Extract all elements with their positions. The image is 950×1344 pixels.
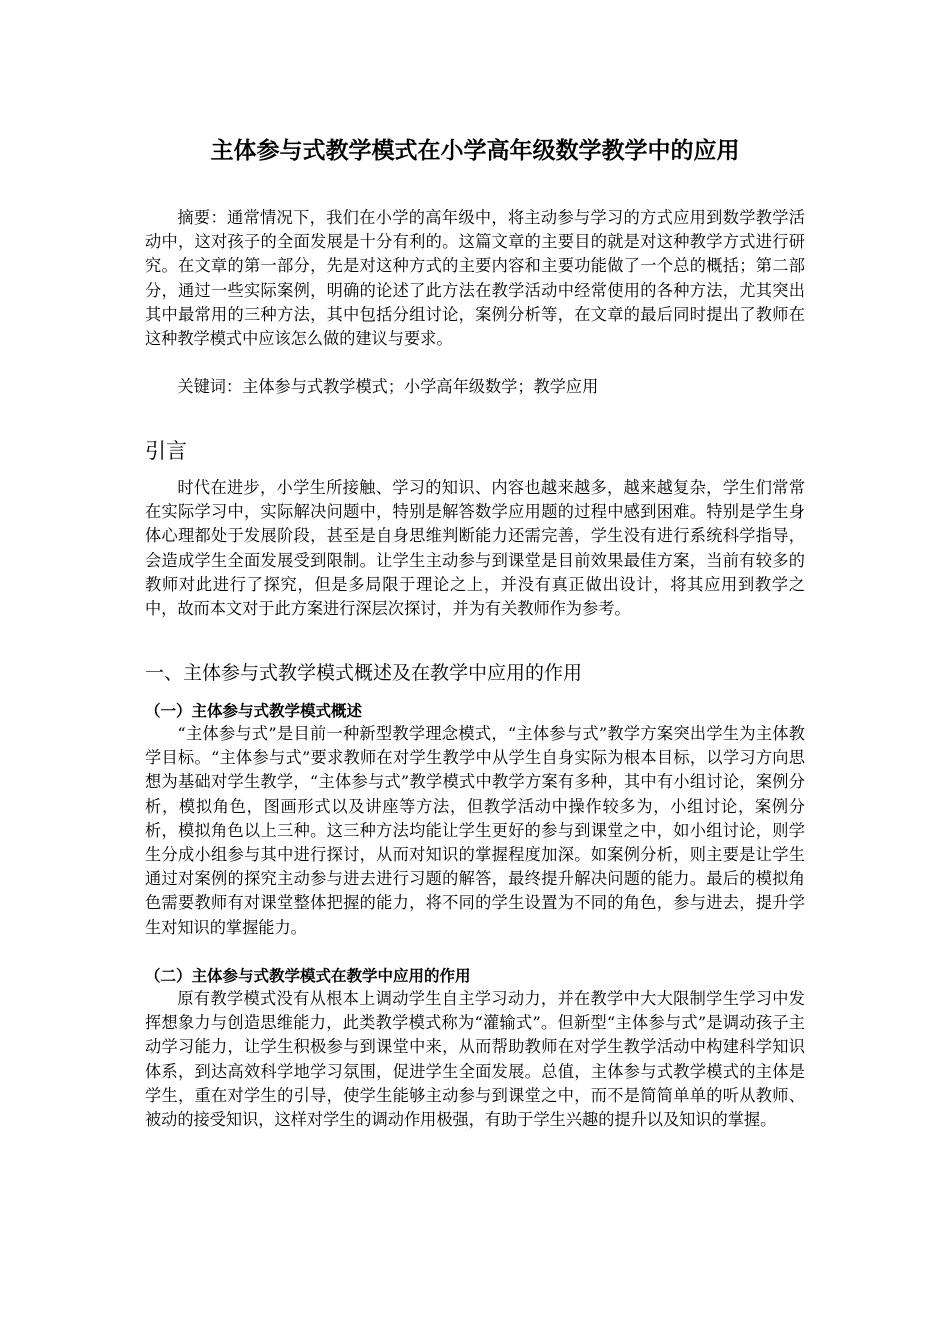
abstract-paragraph: 摘要：通常情况下，我们在小学的高年级中，将主动参与学习的方式应用到数学教学活动中，这对孩子的全面发展是十分有利的。这篇文章的主要目的就是对这种教学方式进行研究。在文章的第一部分，先是对这种方式的主要内容和主要功能做了一个总的概括；第二部分，通过一些实际案例，明确的论述了此方法在教学活动中经常使用的各种方法，尤其突出其中最常用的三种方法，其中包括分组讨论，案例分析等，在文章的最后同时提出了教师在这种教学模式中应该怎么做的建议与要求。 bbox=[145, 208, 805, 349]
introduction-heading: 引言 bbox=[145, 439, 187, 463]
subsection-1-paragraph: “主体参与式”是目前一种新型教学理念模式，“主体参与式”教学方案突出学生为主体教学目标。“主体参与式”要求教师在对学生教学中从学生自身实际为根本目标，以学习方向思想为基础对学生教学，“主体参与式”教学模式中教学方案有多种，其中有小组讨论，案例分析，模拟角色，图画形式以及讲座等方法，但教学活动中操作较多为，小组讨论，案例分析，模拟角色以上三种。这三种方法均能让学生更好的参与到课堂之中，如小组讨论，则学生分成小组参与其中进行探讨，从而对知识的掌握程度加深。如案例分析，则主要是让学生通过对案例的探究主动参与进去进行习题的解答，最终提升解决问题的能力。最后的模拟角色需要教师有对课堂整体把握的能力，将不同的学生设置为不同的角色，参与进去，提升学生对知识的掌握能力。 bbox=[145, 724, 805, 937]
subsection-2-paragraph: 原有教学模式没有从根本上调动学生自主学习动力，并在教学中大大限制学生学习中发挥想象力与创造思维能力，此类教学模式称为“灌输式”。但新型“主体参与式”是调动孩子主动学习能力，让学生积极参与到课堂中来，从而帮助教师在对学生教学活动中构建科学知识体系，到达高效科学地学习氛围，促进学生全面发展。总值，主体参与式教学模式的主体是学生，重在对学生的引导，使学生能够主动参与到课堂之中，而不是简简单单的听从教师、被动的接受知识，这样对学生的调动作用极强，有助于学生兴趣的提升以及知识的掌握。 bbox=[145, 989, 805, 1130]
section-1-heading: 一、主体参与式教学模式概述及在教学中应用的作用 bbox=[145, 662, 583, 684]
introduction-paragraph: 时代在进步，小学生所接触、学习的知识、内容也越来越多，越来越复杂，学生们常常在实际学习中，实际解决问题中，特别是解答数学应用题的过程中感到困难。特别是学生身体心理都处于发展阶段，甚至是自身思维判断能力还需完善，学生没有进行系统科学指导，会造成学生全面发展受到限制。让学生主动参与到课堂是目前效果最佳方案，当前有较多的教师对此进行了探究，但是多局限于理论之上，并没有真正做出设计，将其应用到教学之中，故而本文对于此方案进行深层次探讨，并为有关教师作为参考。 bbox=[145, 478, 805, 619]
keywords-line: 关键词：主体参与式教学模式；小学高年级数学；教学应用 bbox=[177, 377, 599, 396]
subsection-1-heading: （一）主体参与式教学模式概述 bbox=[145, 702, 363, 720]
subsection-2-heading: （二）主体参与式教学模式在教学中应用的作用 bbox=[145, 967, 471, 985]
paper-title: 主体参与式教学模式在小学高年级数学教学中的应用 bbox=[210, 138, 740, 164]
